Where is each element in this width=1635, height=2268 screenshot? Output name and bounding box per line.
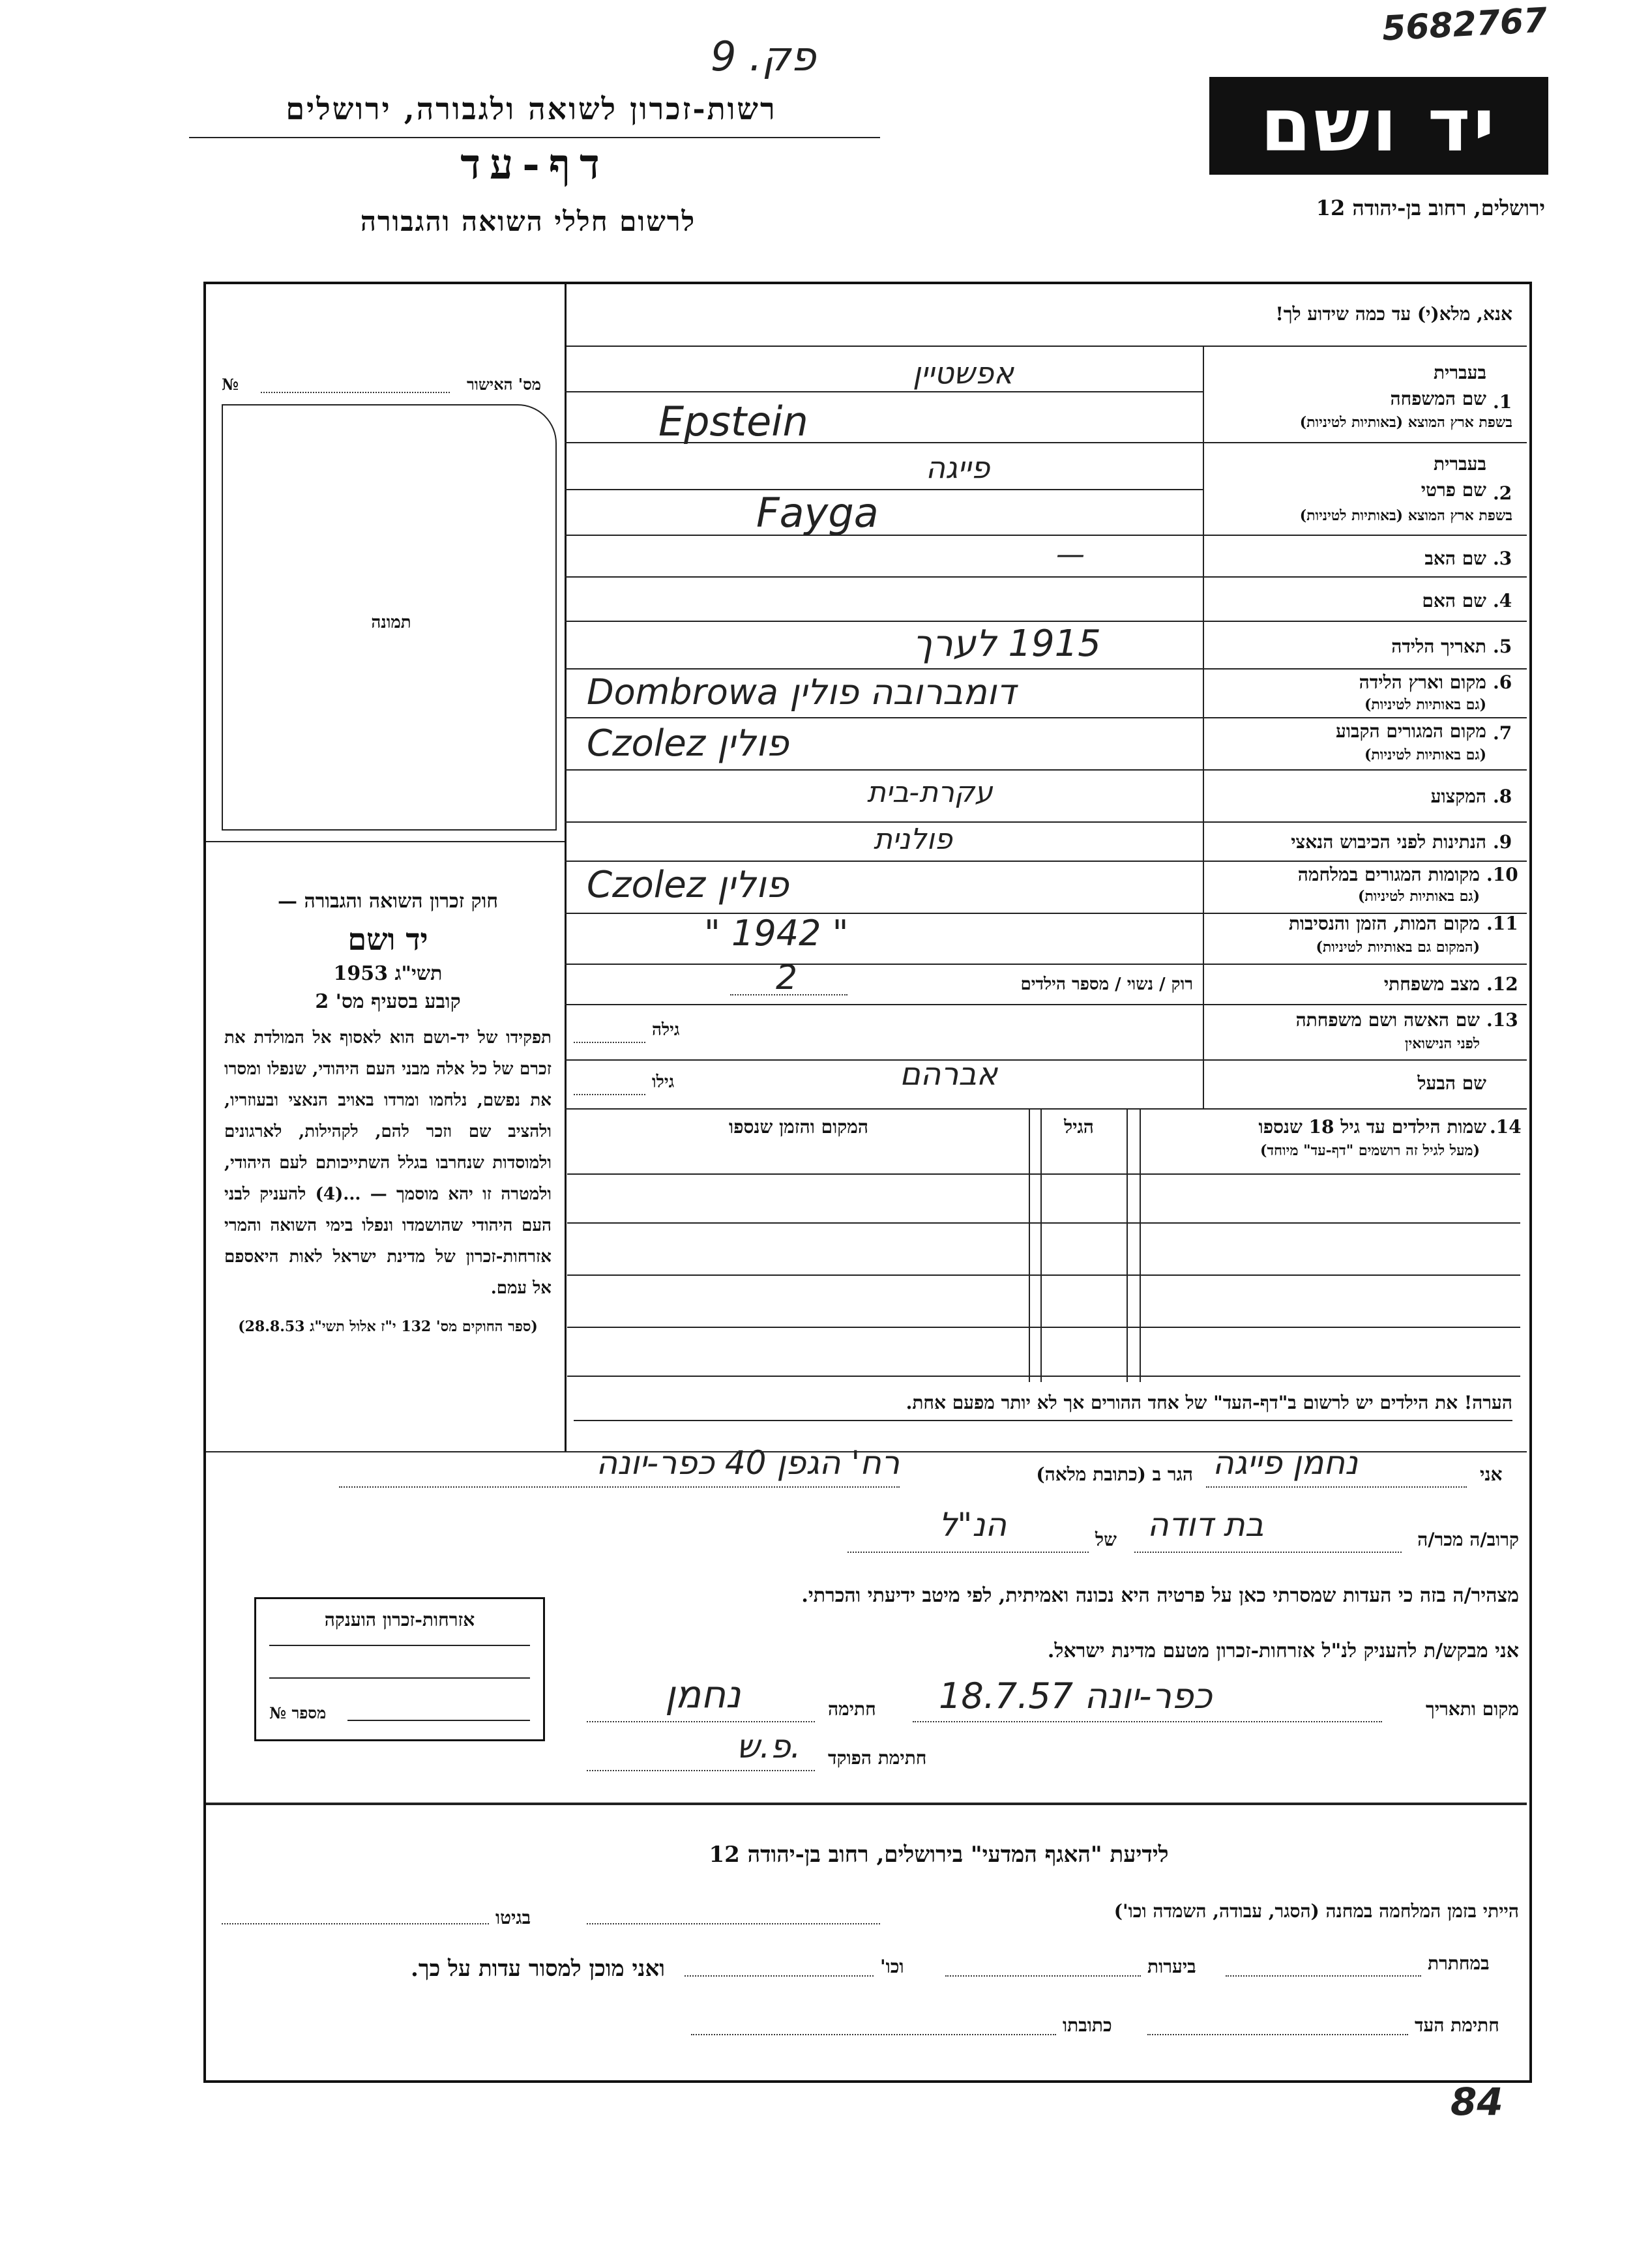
children-sub: (מעל לגיל זה רושמים "דף-עד" מיוחד) xyxy=(1260,1142,1480,1159)
children-label: שמות הילדים עד גיל 18 שנספו xyxy=(1258,1116,1486,1138)
field-2-label: שם פרטי xyxy=(1421,479,1486,501)
decl-statement: מצהיר/ה בזה כי העדות שמסרתי כאן על פרטיה היא נכונה ואמיתית, לפי מיטב ידיעתי והכרתי. xyxy=(801,1584,1519,1607)
field-1-label: שם המשפחה xyxy=(1390,388,1486,409)
decl-official-sig-value[interactable]: פ.ש. xyxy=(737,1728,801,1765)
field-7-num: 7. xyxy=(1493,722,1512,744)
footer-line1: הייתי בזמן המלחמה במחנה (הסגר, עבודה, השמדה וכו') xyxy=(1113,1900,1519,1922)
field-2-sub1: בעברית xyxy=(1433,453,1486,475)
archive-number: 5682767 xyxy=(1381,1,1548,49)
field-1-value-he[interactable]: אפשטיין xyxy=(913,355,1014,390)
field-11-num: 11. xyxy=(1486,913,1518,934)
decl-name[interactable]: נחמן פייגה xyxy=(1213,1444,1359,1482)
intro-divider xyxy=(565,346,1527,347)
field-11-sub1: (המקום גם באותיות לטיניות) xyxy=(1316,939,1480,956)
page-number: 84 xyxy=(1451,2080,1503,2124)
footer-line2-d: ואני מוכן למסור עדות על כך. xyxy=(411,1956,665,1982)
yad-vashem-logo: יד ושם xyxy=(1209,77,1548,175)
children-note: הערה! את הילדים יש לרשום ב"דף-העד" של אחד ההורים אך לא יותר מפעם אחת. xyxy=(906,1392,1512,1413)
photo-label: תמונה xyxy=(371,613,411,632)
field-6-value[interactable]: Dombrowa דומברובה פולין xyxy=(587,671,1016,713)
field-3-value[interactable]: — xyxy=(1056,538,1085,571)
field-10-sub1: (גם באותיות לטיניות) xyxy=(1357,888,1480,905)
field-8-value[interactable]: עקרת-בית xyxy=(867,776,993,809)
label-column-divider xyxy=(1203,346,1204,1108)
field-5-value[interactable]: 1915 לערך xyxy=(913,623,1101,665)
footer-line2-c: וכו' xyxy=(880,1956,904,1977)
field-6-label: מקום וארץ הלידה xyxy=(1359,671,1486,693)
field-6-sub1: (גם באותיות לטיניות) xyxy=(1364,696,1486,713)
field-8-num: 8. xyxy=(1493,786,1512,807)
decl-of-value[interactable]: הנ"ל xyxy=(939,1506,1007,1544)
field-3-label: שם האב xyxy=(1424,548,1486,569)
children-col-divider-3 xyxy=(1040,1108,1042,1382)
children-col-divider-1 xyxy=(1127,1108,1128,1382)
field-2-value-he[interactable]: פייגה xyxy=(926,450,990,485)
field-1-sub1: בעברית xyxy=(1433,362,1486,383)
table-row[interactable] xyxy=(567,1376,1520,1377)
decl-place-date-value[interactable]: כפר-יונה 18.7.57 xyxy=(939,1675,1213,1716)
children-num: 14. xyxy=(1490,1116,1522,1138)
field-9-num: 9. xyxy=(1493,831,1512,853)
decl-relation-label: קרוב/ה מכר/ה xyxy=(1417,1529,1519,1550)
citizenship-box xyxy=(254,1597,545,1741)
children-col-divider-4 xyxy=(1140,1108,1141,1382)
field-7-sub1: (גם באותיות לטיניות) xyxy=(1364,746,1486,763)
page-subtitle: לרשום חללי השואה והגבורה xyxy=(360,205,696,237)
decl-resides-label: הגר ב (כתובת מלאה) xyxy=(1036,1464,1193,1485)
field-10-label: מקומות המגורים במלחמה xyxy=(1297,864,1480,885)
law-reference: (ספר החוקים מס' 132 י"ז אלול תשי"ג 28.8.53) xyxy=(238,1318,538,1335)
law-box xyxy=(215,847,561,1447)
footer-title: לידיעת "האגף המדעי" בירושלים, רחוב בן-יהודה 12 xyxy=(709,1842,1169,1868)
field-4-num: 4. xyxy=(1493,590,1512,611)
authority-underline xyxy=(189,137,880,138)
children-col-divider-2 xyxy=(1029,1108,1030,1382)
decl-address[interactable]: רח' הגפן 40 כפר-יונה xyxy=(596,1444,900,1482)
field-1-num: 1. xyxy=(1493,391,1512,413)
approval-number-line[interactable] xyxy=(261,392,450,393)
field-2-sub2: בשפת ארץ המוצא (באותיות לטיניות) xyxy=(1299,507,1512,524)
table-row[interactable] xyxy=(567,1173,1520,1175)
law-name: יד ושם xyxy=(347,922,428,957)
law-section: קובע בסעיף מס' 2 xyxy=(315,990,461,1013)
footer-line3-b: כתובתו xyxy=(1063,2014,1112,2036)
field-11-label: מקום המות, הזמן והנסיבות xyxy=(1288,913,1480,934)
approval-no-label: № xyxy=(222,375,239,394)
field-7-label: מקום המגורים הקבוע xyxy=(1336,720,1486,742)
decl-i-label: אני xyxy=(1480,1464,1503,1485)
approval-text: מס' האישור xyxy=(466,375,541,394)
citizenship-number-label: מספר № xyxy=(269,1703,327,1722)
children-age-header: הגיל xyxy=(1064,1116,1094,1138)
field-9-value[interactable]: פולנית xyxy=(874,823,952,856)
field-10-num: 10. xyxy=(1486,864,1518,885)
footer-line2-b: ביערות xyxy=(1147,1956,1196,1977)
decl-relation-value[interactable]: בת דודה xyxy=(1147,1506,1264,1544)
children-place-header: המקום והזמן שנספו xyxy=(729,1116,868,1138)
field-4-label: שם האם xyxy=(1422,590,1486,611)
field-7-value[interactable]: Czolez פולין xyxy=(587,722,789,765)
decl-signature-value[interactable]: נחמן xyxy=(665,1672,741,1716)
field-13-age-label: גילה xyxy=(652,1020,680,1040)
decl-request: אני מבקש/ת להעניק לנ"ל אזרחות-זכרון מטעם מדינת ישראל. xyxy=(1047,1640,1519,1662)
husband-label: שם הבעל xyxy=(1417,1072,1486,1094)
table-row[interactable] xyxy=(567,1274,1520,1276)
husband-age-label: גילו xyxy=(652,1072,675,1092)
field-10-value[interactable]: Czolez פולין xyxy=(587,864,789,906)
form-intro: אנא, מלא(י) עד כמה שידוע לך! xyxy=(1275,303,1512,325)
husband-value[interactable]: אברהם xyxy=(900,1056,998,1093)
decl-place-date-label: מקום ותאריך xyxy=(1425,1698,1519,1720)
field-12-num: 12. xyxy=(1486,973,1518,995)
field-12-label: מצב משפחתי xyxy=(1383,973,1480,995)
field-9-label: הנתינות לפני הכיבוש הנאצי xyxy=(1291,831,1486,853)
wife-age-line[interactable] xyxy=(574,1042,645,1043)
field-5-label: תאריך הלידה xyxy=(1391,636,1486,657)
footer-line1-end: בגיטו xyxy=(495,1907,531,1928)
field-1-sub2: בשפת ארץ המוצא (באותיות לטיניות) xyxy=(1299,414,1512,431)
field-13-sub1: לפני הנישואין xyxy=(1404,1035,1480,1052)
field-1-value-latin[interactable]: Epstein xyxy=(658,398,808,445)
footer-line3-a: חתימת העד xyxy=(1415,2014,1499,2036)
page-title: דף-עד xyxy=(460,140,609,189)
header-address: ירושלים, רחוב בן-יהודה 12 xyxy=(1316,196,1545,220)
field-11-value[interactable]: " 1942 " xyxy=(704,913,849,954)
field-13-label: שם האשה ושם משפחתה xyxy=(1295,1009,1480,1031)
footer-line2-a: במחתרת xyxy=(1428,1952,1490,1974)
field-3-num: 3. xyxy=(1493,548,1512,569)
field-12-inline: רוק / נשוי / מספר הילדים xyxy=(1020,975,1193,994)
law-year: תשי"ג 1953 xyxy=(333,962,443,985)
table-row[interactable] xyxy=(567,1222,1520,1224)
field-6-num: 6. xyxy=(1493,671,1512,693)
citizenship-number-line[interactable] xyxy=(347,1720,530,1721)
photo-divider xyxy=(206,841,565,842)
handwritten-mark: פק. 9 xyxy=(711,33,816,80)
field-2-value-latin[interactable]: Fayga xyxy=(756,489,879,537)
law-text: תפקידו של יד-ושם הוא לאסוף אל המולדת את זכרם של כל אלה מבני העם היהודי, שנפלו ומסרו את נפשם, נלחמו ומרדו באויב הנאצי ובעוזריו, ולהציב שם וזכר להם, לקהילות, לארגונים ולמוסדות שנחרבו בגלל השתייכותם לעם היהודי, ולמטרה זו יהא מוסמך — ...(4) להעניק לבני העם היהודי שהושמדו ונפלו בימי השואה והמרי אזרחות-זכרון של מדינת ישראל לאות היאספם אל עמם. xyxy=(224,1028,552,1298)
field-5-num: 5. xyxy=(1493,636,1512,657)
decl-signature-label: חתימה xyxy=(828,1698,876,1720)
law-title: חוק זכרון השואה והגבורה — xyxy=(278,890,498,913)
citizenship-title: אזרחות-זכרון הוענקה xyxy=(324,1609,475,1630)
authority-name: רשות-זכרון לשואה ולגבורה, ירושלים xyxy=(286,91,777,126)
table-row[interactable] xyxy=(567,1327,1520,1328)
field-13-num: 13. xyxy=(1486,1009,1518,1031)
decl-official-sig-label: חתימת הפוקד xyxy=(828,1747,927,1769)
field-2-num: 2. xyxy=(1493,482,1512,504)
decl-of-label: של xyxy=(1095,1529,1117,1550)
husband-age-line[interactable] xyxy=(574,1094,645,1095)
field-12-value[interactable]: 2 xyxy=(776,958,798,997)
field-8-label: המקצוע xyxy=(1430,786,1486,807)
